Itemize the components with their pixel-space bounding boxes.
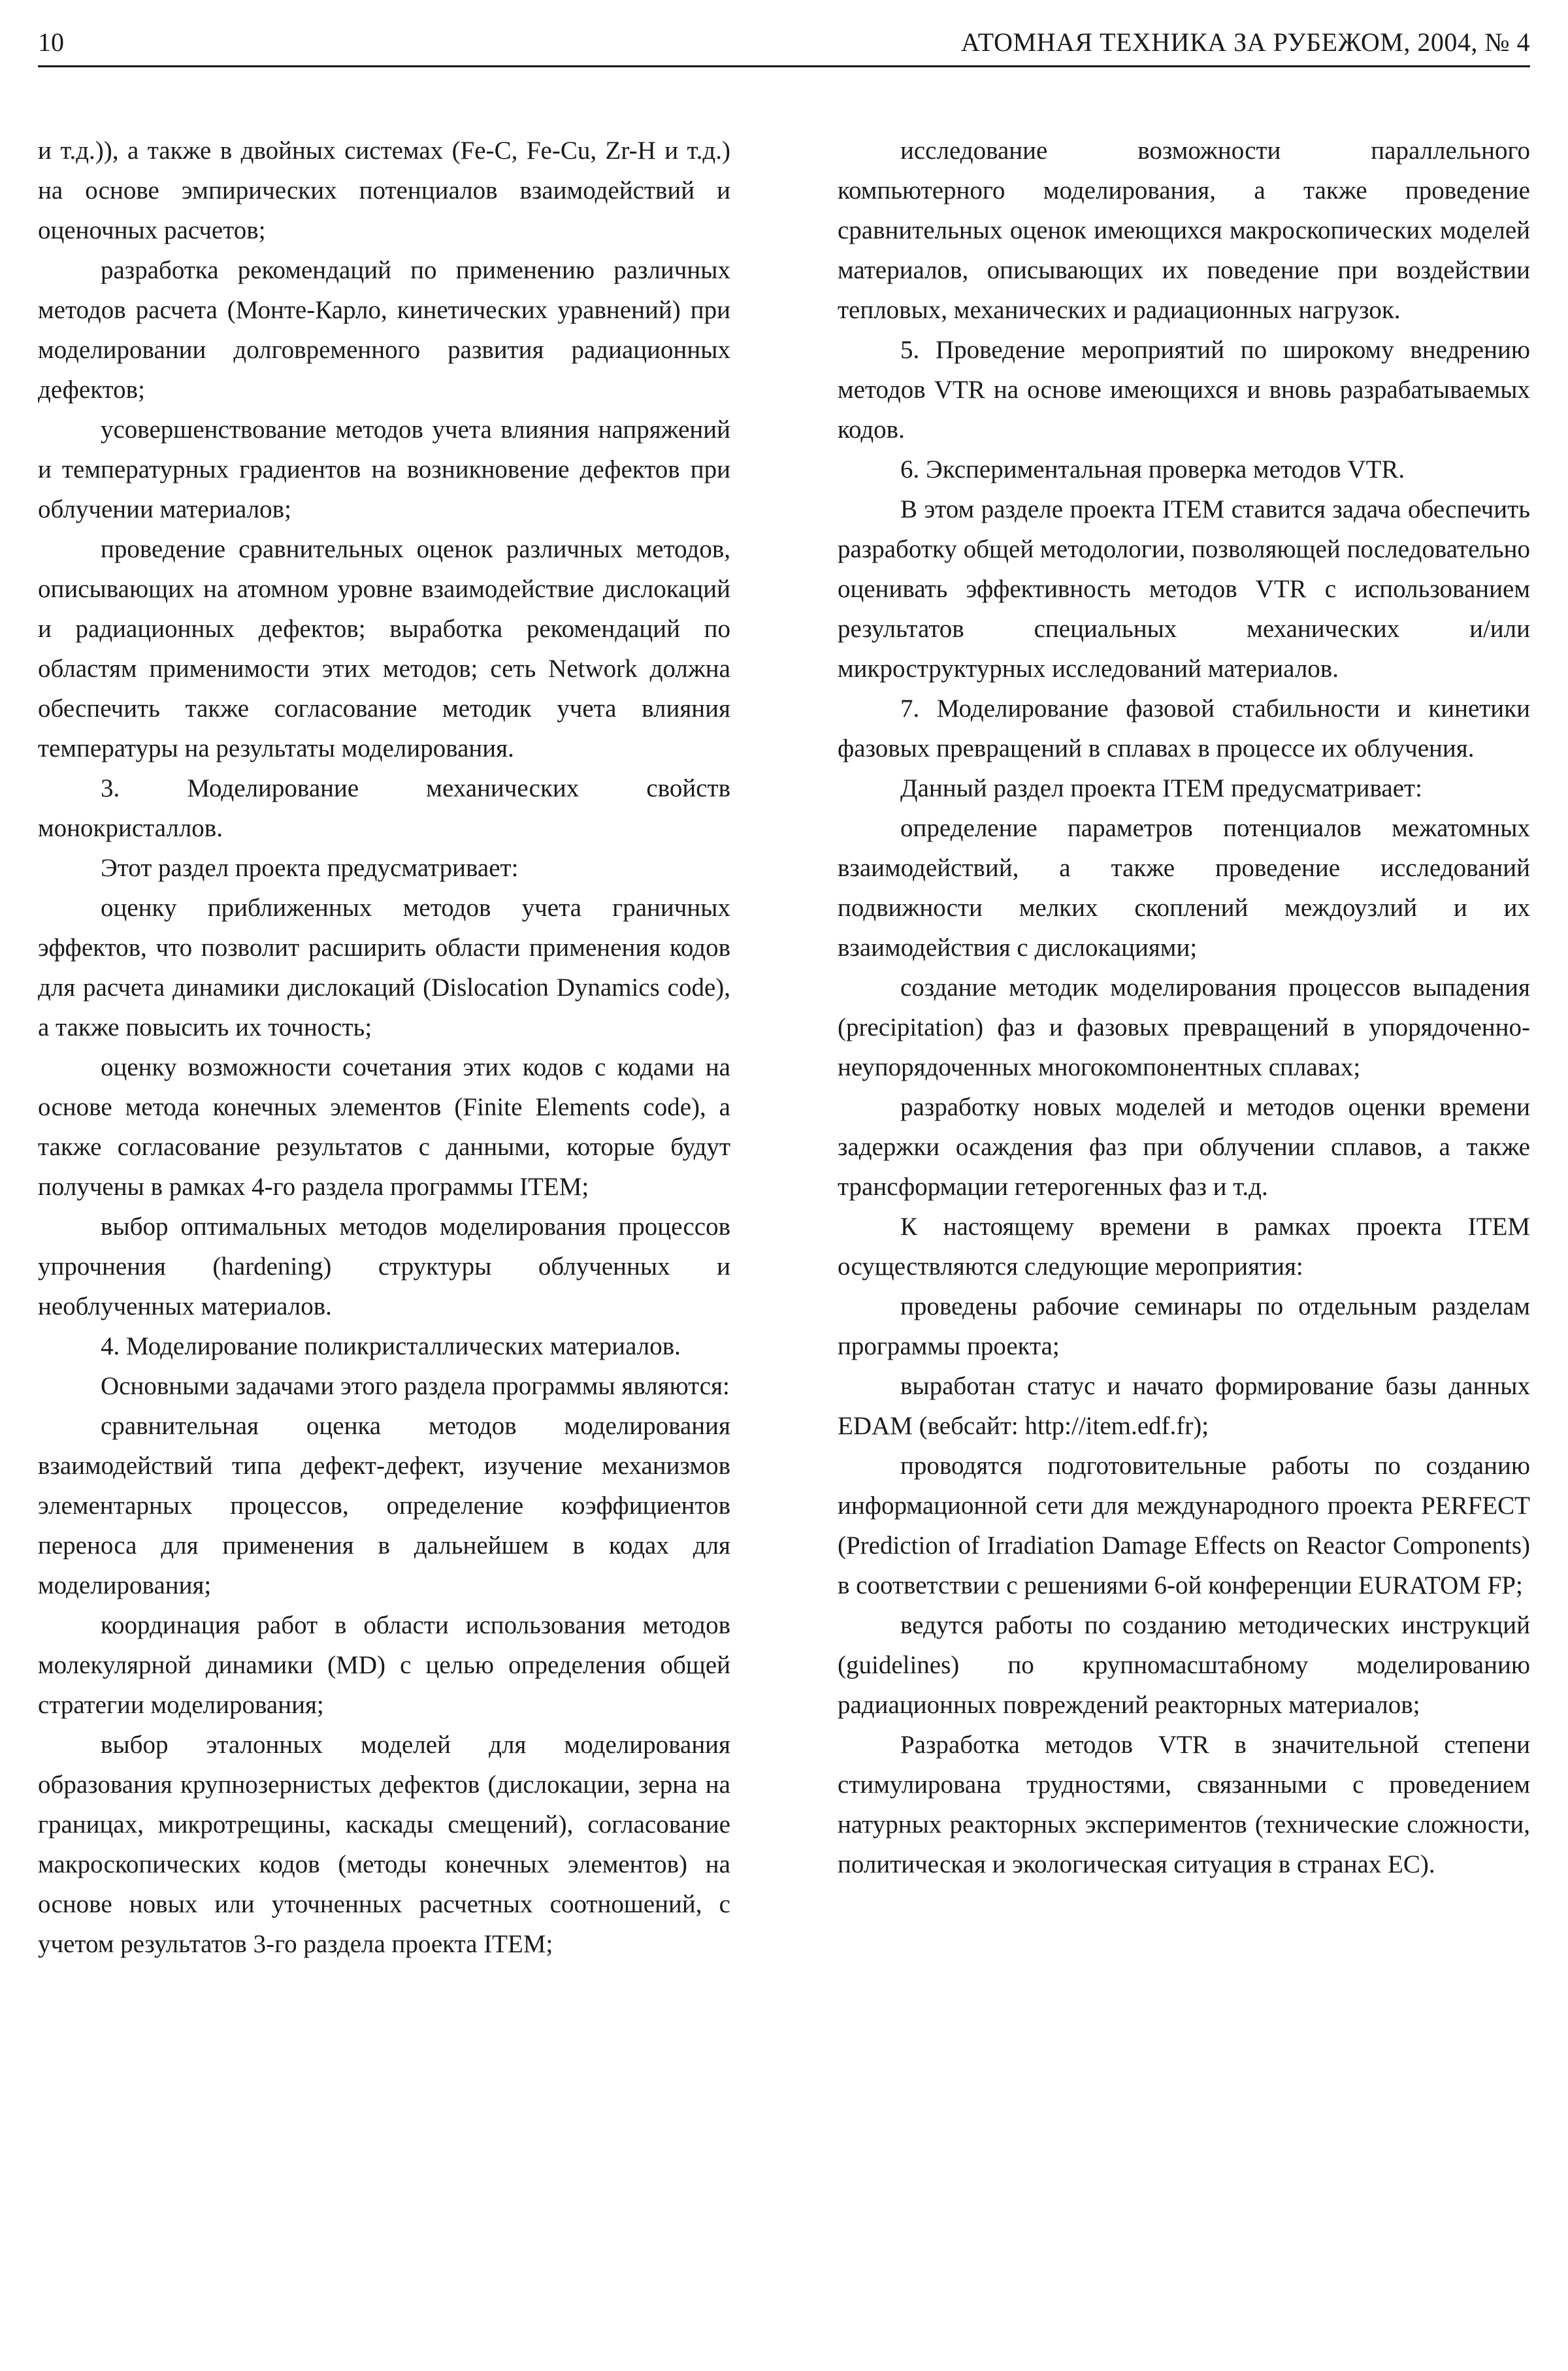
paragraph: ведутся работы по созданию методических инструкций (guidelines) по крупномасштабному моделированию радиационных повреждений реакторных материалов; — [838, 1611, 1530, 1719]
section-heading: 4. Моделирование поликристаллических материалов. — [101, 1332, 681, 1360]
paragraph: Этот раздел проекта предусматривает: — [101, 854, 519, 882]
paragraph: сравнительная оценка методов моделирования взаимодействий типа дефект-дефект, изучение механизмов элементарных процессов, определение коэффициентов переноса для применения в дальнейшем в кодах для моделирования; — [38, 1412, 730, 1599]
section-heading: 7. Моделирование фазовой стабильности и кинетики фазовых превращений в сплавах в процессе их облучения. — [838, 695, 1530, 762]
paragraph: К настоящему времени в рамках проекта ITEM осуществляются следующие мероприятия: — [838, 1213, 1530, 1281]
paragraph: В этом разделе проекта ITEM ставится задача обеспечить разработку общей методологии, позволяющей последовательно оценивать эффективность методов VTR с использованием результатов специальных механических и/или микроструктурных исследований материалов. — [838, 495, 1530, 683]
paragraph: усовершенствование методов учета влияния напряжений и температурных градиентов на возникновение дефектов при облучении материалов; — [38, 416, 730, 523]
paragraph: выбор эталонных моделей для моделирования образования крупнозернистых дефектов (дислокации, зерна на границах, микротрещины, каскады смещений), согласование макроскопических кодов (методы конечных элементов) на основе новых или уточненных расчетных соотношений, с учетом результатов 3-го раздела проекта ITEM; — [38, 1731, 730, 1958]
paragraph: координация работ в области использования методов молекулярной динамики (MD) с целью определения общей стратегии моделирования; — [38, 1611, 730, 1719]
paragraph: разработка рекомендаций по применению различных методов расчета (Монте-Карло, кинетических уравнений) при моделировании долговременного развития радиационных дефектов; — [38, 256, 730, 404]
paragraph: проведены рабочие семинары по отдельным разделам программы проекта; — [838, 1292, 1530, 1360]
paragraph: определение параметров потенциалов межатомных взаимодействий, а также проведение исследований подвижности мелких скоплений междоузлий и их взаимодействия с дислокациями; — [838, 814, 1530, 962]
running-header — [38, 24, 1530, 67]
paragraph: оценку возможности сочетания этих кодов с кодами на основе метода конечных элементов (Finite Elements code), а также согласование результатов с данными, которые будут получены в рамках 4-го раздела программы ITEM; — [38, 1053, 730, 1201]
paragraph: исследование возможности параллельного компьютерного моделирования, а также проведение сравнительных оценок имеющихся макроскопических моделей материалов, описывающих их поведение при воздействии тепловых, механических и радиационных нагрузок. — [838, 137, 1530, 324]
paragraph: разработку новых моделей и методов оценки времени задержки осаждения фаз при облучении сплавов, а также трансформации гетерогенных фаз и т.д. — [838, 1093, 1530, 1201]
paragraph: проведение сравнительных оценок различных методов, описывающих на атомном уровне взаимодействие дислокаций и радиационных дефектов; выработка рекомендаций по областям применимости этих методов; сеть Network должна обеспечить также согласование методик учета влияния температуры на результаты моделирования. — [38, 535, 730, 762]
section-heading: 3. Моделирование механических свойств монокристаллов. — [38, 774, 730, 842]
paragraph: и т.д.)), а также в двойных системах (Fe-C, Fe-Cu, Zr-H и т.д.) на основе эмпирических потенциалов взаимодействий и оценочных расчетов; — [38, 137, 730, 244]
page-number: 10 — [38, 27, 64, 57]
paragraph: Данный раздел проекта ITEM предусматривает: — [900, 774, 1422, 802]
paragraph: выработан статус и начато формирование базы данных EDAM (вебсайт: http://item.edf.fr); — [838, 1372, 1530, 1440]
paragraph: проводятся подготовительные работы по созданию информационной сети для международного проекта PERFECT (Prediction of Irradiation Damage Effects on Reactor Components) в соответствии с решениями 6-ой конференции EURATOM FP; — [838, 1452, 1530, 1599]
paragraph: Основными задачами этого раздела программы являются: — [101, 1372, 730, 1400]
left-column — [38, 131, 730, 1964]
paragraph: Разработка методов VTR в значительной степени стимулирована трудностями, связанными с проведением натурных реакторных экспериментов (технические сложности, политическая и экологическая ситуация в странах ЕС). — [838, 1731, 1530, 1878]
right-column — [838, 131, 1530, 1884]
paragraph: оценку приближенных методов учета граничных эффектов, что позволит расширить области применения кодов для расчета динамики дислокаций (Dislocation Dynamics code), а также повысить их точность; — [38, 894, 730, 1041]
section-heading: 5. Проведение мероприятий по широкому внедрению методов VTR на основе имеющихся и вновь разрабатываемых кодов. — [838, 336, 1530, 444]
paragraph: создание методик моделирования процессов выпадения (precipitation) фаз и фазовых превращений в упорядоченно-неупорядоченных многокомпонентных сплавах; — [838, 973, 1530, 1081]
journal-title: АТОМНАЯ ТЕХНИКА ЗА РУБЕЖОМ, 2004, № 4 — [960, 27, 1530, 57]
paragraph: выбор оптимальных методов моделирования процессов упрочнения (hardening) структуры облученных и необлученных материалов. — [38, 1213, 730, 1320]
section-heading: 6. Экспериментальная проверка методов VTR. — [900, 455, 1405, 483]
